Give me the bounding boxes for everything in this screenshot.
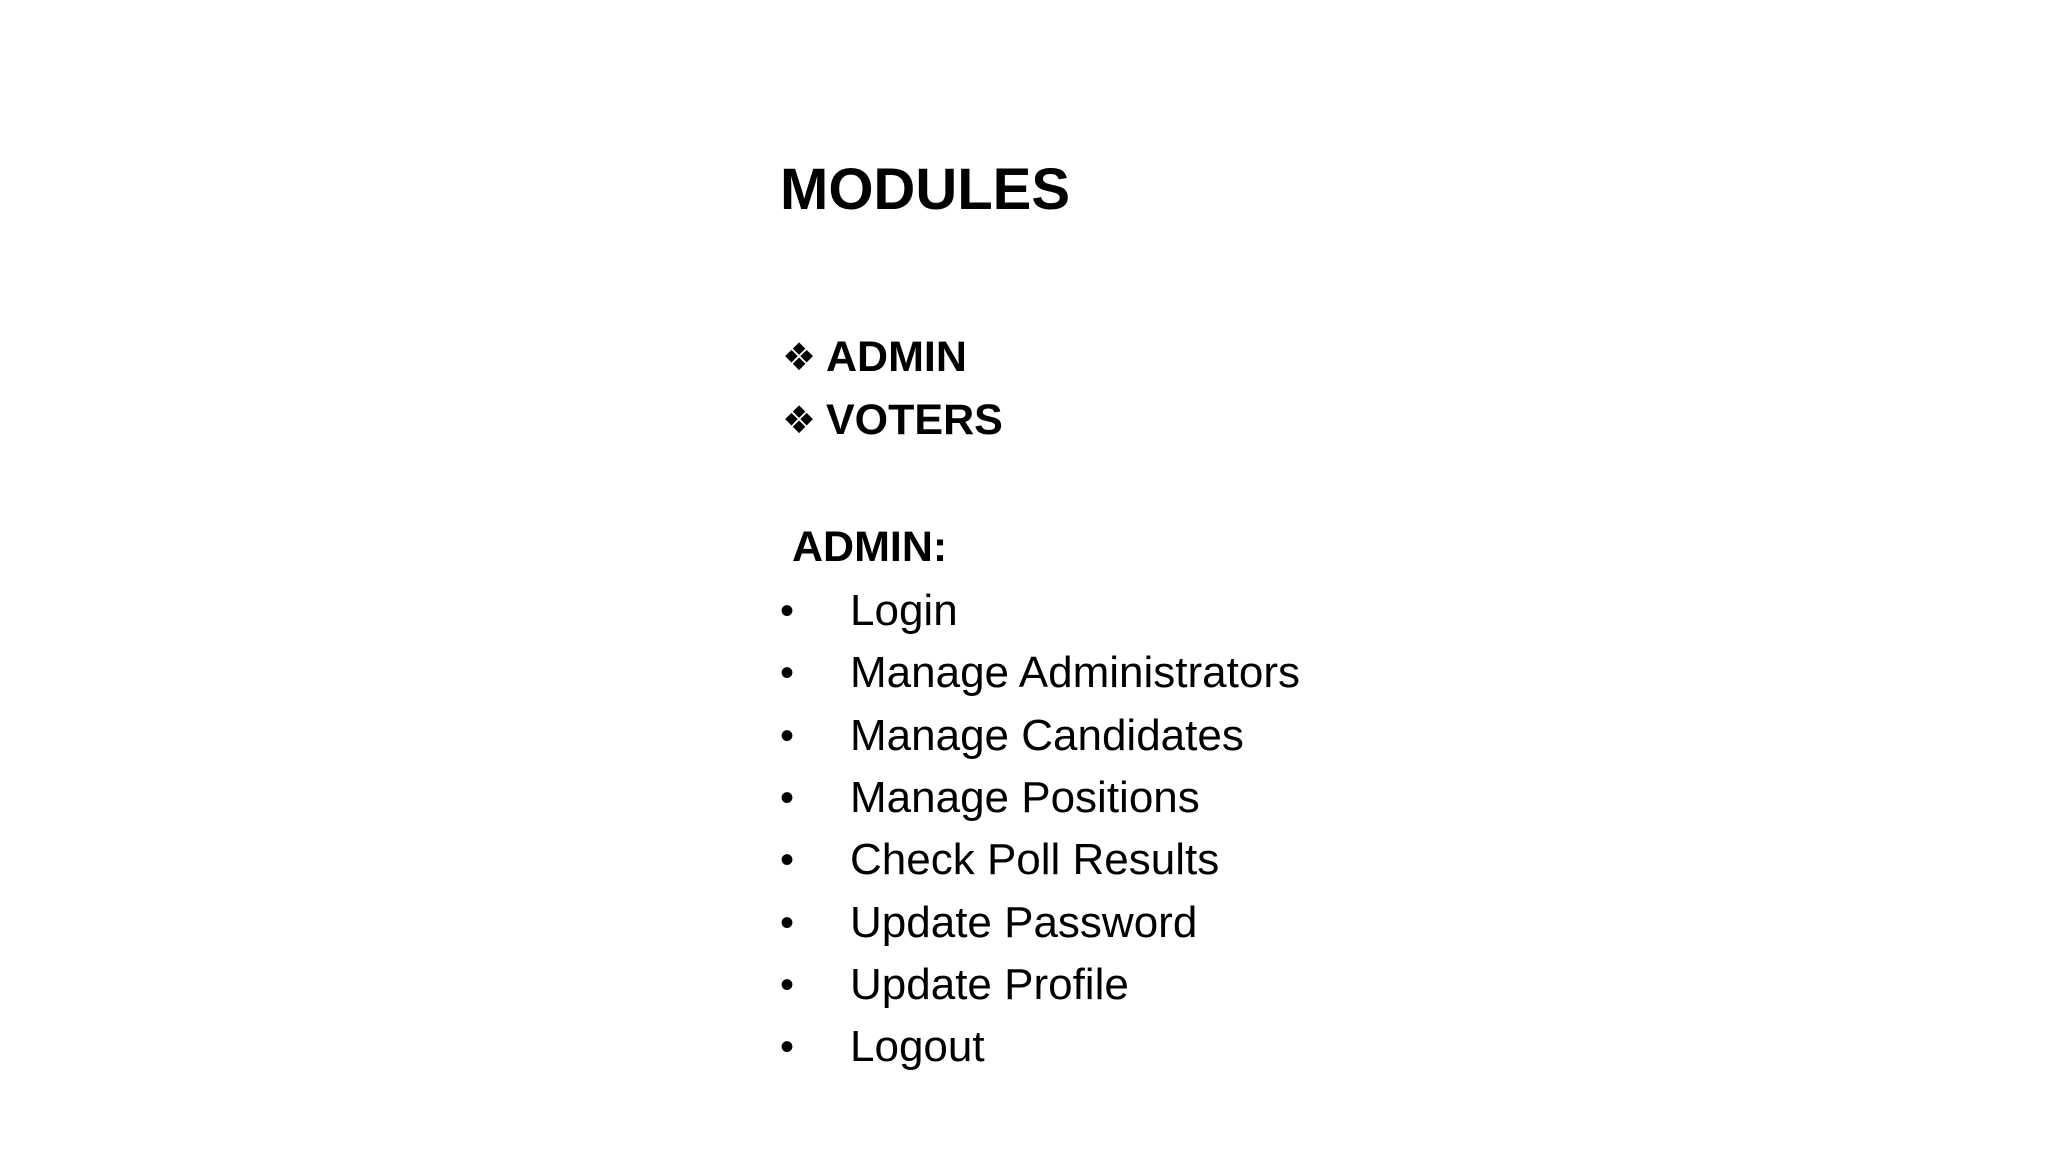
feature-label: Check Poll Results bbox=[850, 835, 1220, 885]
bullet-icon: • bbox=[780, 900, 795, 945]
bullet-icon: • bbox=[780, 1025, 795, 1070]
admin-feature-list bbox=[780, 580, 1300, 1078]
feature-label: Login bbox=[850, 586, 958, 636]
list-item bbox=[780, 829, 1300, 891]
list-item bbox=[780, 767, 1300, 829]
bullet-icon: • bbox=[780, 962, 795, 1007]
list-item bbox=[780, 954, 1300, 1016]
feature-label: Update Profile bbox=[850, 959, 1129, 1009]
bullet-icon: • bbox=[780, 651, 795, 696]
list-item bbox=[780, 891, 1300, 953]
feature-label: Update Password bbox=[850, 897, 1198, 947]
list-item bbox=[780, 705, 1300, 767]
list-item bbox=[780, 1016, 1300, 1078]
module-item-admin bbox=[782, 326, 1003, 389]
module-list bbox=[782, 326, 1003, 452]
feature-label: Manage Administrators bbox=[850, 648, 1300, 698]
module-label: ADMIN bbox=[826, 333, 967, 381]
slide-title: MODULES bbox=[780, 157, 1070, 222]
bullet-icon: • bbox=[780, 838, 795, 883]
feature-label: Logout bbox=[850, 1022, 985, 1072]
diamond-bullet-icon: ❖ bbox=[782, 399, 817, 442]
module-item-voters bbox=[782, 389, 1003, 452]
bullet-icon: • bbox=[780, 589, 795, 634]
module-label: VOTERS bbox=[826, 396, 1003, 444]
bullet-icon: • bbox=[780, 776, 795, 821]
feature-label: Manage Positions bbox=[850, 773, 1200, 823]
diamond-bullet-icon: ❖ bbox=[782, 336, 817, 379]
admin-section-heading: ADMIN: bbox=[792, 523, 948, 571]
bullet-icon: • bbox=[780, 713, 795, 758]
list-item bbox=[780, 580, 1300, 642]
list-item bbox=[780, 642, 1300, 704]
feature-label: Manage Candidates bbox=[850, 710, 1244, 760]
